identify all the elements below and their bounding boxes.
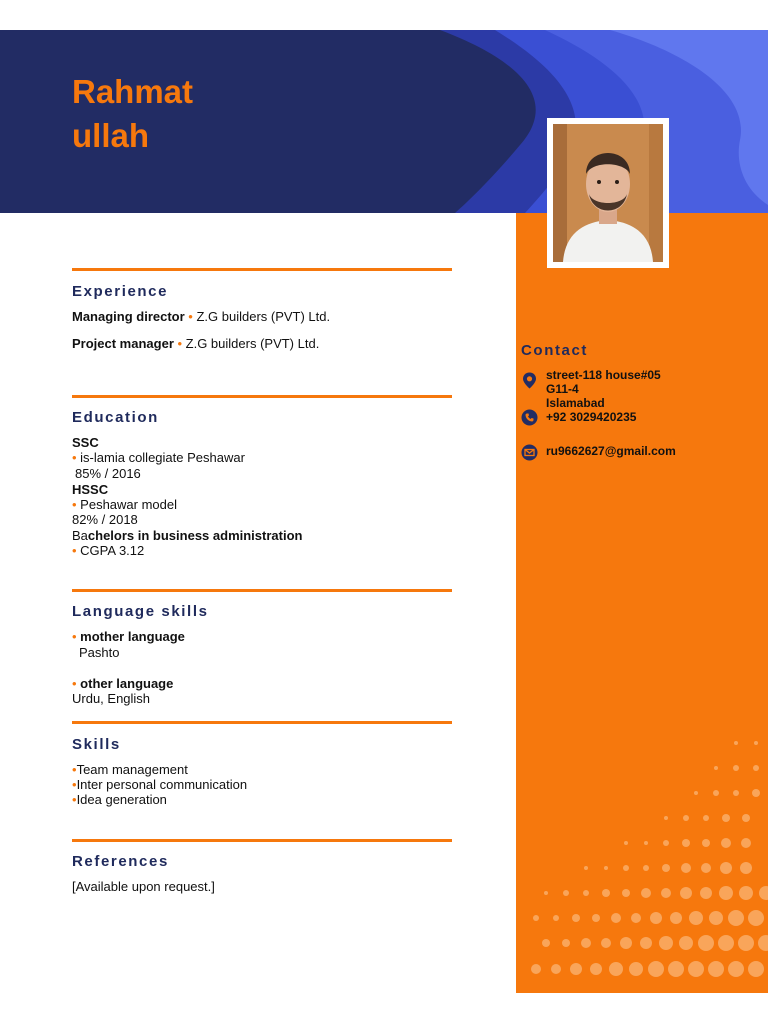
bullet-icon: • xyxy=(72,629,81,644)
hssc-school xyxy=(72,497,177,513)
email-address[interactable]: ru9662627@gmail.com xyxy=(546,444,676,458)
languages-title: Language skills xyxy=(72,603,209,620)
experience-rule xyxy=(72,268,452,271)
bullet-icon: • xyxy=(72,543,81,558)
bullet-icon: • xyxy=(72,497,81,512)
address-line-3: Islamabad xyxy=(546,396,605,410)
education-title: Education xyxy=(72,409,159,426)
mother-language-label xyxy=(72,629,185,645)
other-language-label xyxy=(72,676,173,692)
ssc-school-text: is-lamia collegiate Peshawar xyxy=(80,450,245,465)
hssc-result: 82% / 2018 xyxy=(72,512,138,527)
other-language-text: other language xyxy=(80,676,174,691)
contact-title: Contact xyxy=(521,342,589,359)
experience-company: Z.G builders (PVT) Ltd. xyxy=(185,336,320,351)
experience-company: Z.G builders (PVT) Ltd. xyxy=(196,309,331,324)
experience-item-1 xyxy=(72,309,330,325)
bullet-icon: • xyxy=(184,309,197,324)
education-rule xyxy=(72,395,452,398)
person-portrait-icon xyxy=(553,124,663,262)
experience-title: Experience xyxy=(72,283,169,300)
mother-language-value: Pashto xyxy=(79,645,120,660)
name-line-first: Rahmat xyxy=(72,73,194,110)
cgpa-text: CGPA 3.12 xyxy=(80,543,145,558)
profile-photo xyxy=(547,118,669,268)
bullet-icon: • xyxy=(72,676,81,691)
bullet-icon: • xyxy=(173,336,186,351)
phone-number[interactable]: +92 3029420235 xyxy=(546,410,637,424)
hssc-label: HSSC xyxy=(72,482,109,497)
bachelor-degree xyxy=(72,528,302,544)
languages-rule xyxy=(72,589,452,592)
experience-role: Project manager xyxy=(72,336,174,351)
skill-text: Team management xyxy=(76,762,188,777)
skill-text: Idea generation xyxy=(76,792,167,807)
references-text: [Available upon request.] xyxy=(72,879,215,894)
bullet-icon: • xyxy=(72,450,81,465)
experience-item-2 xyxy=(72,336,319,352)
skill-text: Inter personal communication xyxy=(76,777,248,792)
candidate-name xyxy=(72,70,193,158)
ssc-label: SSC xyxy=(72,435,99,450)
skills-rule xyxy=(72,721,452,724)
ssc-result: 85% / 2016 xyxy=(75,466,141,481)
references-rule xyxy=(72,839,452,842)
bachelor-prefix: Ba xyxy=(72,528,88,543)
hssc-school-text: Peshawar model xyxy=(80,497,177,512)
bullet-icon: • xyxy=(72,777,77,792)
bullet-icon: • xyxy=(72,762,77,777)
skill-item xyxy=(72,777,247,793)
skills-title: Skills xyxy=(72,736,121,753)
bullet-icon: • xyxy=(72,792,77,807)
location-pin-icon xyxy=(521,372,538,389)
experience-role: Managing director xyxy=(72,309,185,324)
address-line-2: G11-4 xyxy=(546,382,579,396)
skill-item xyxy=(72,792,167,808)
other-language-value: Urdu, English xyxy=(72,691,151,706)
bachelor-rest: chelors in business administration xyxy=(87,528,303,543)
ssc-school xyxy=(72,450,245,466)
mother-language-text: mother language xyxy=(80,629,185,644)
phone-icon xyxy=(521,409,538,426)
halftone-dots-decoration xyxy=(516,213,768,993)
references-title: References xyxy=(72,853,169,870)
skill-item xyxy=(72,762,188,778)
contact-sidebar xyxy=(516,213,768,993)
cgpa xyxy=(72,543,144,559)
name-line-last: ullah xyxy=(72,117,150,154)
address-line-1: street-118 house#05 xyxy=(546,368,661,382)
email-icon xyxy=(521,444,538,461)
